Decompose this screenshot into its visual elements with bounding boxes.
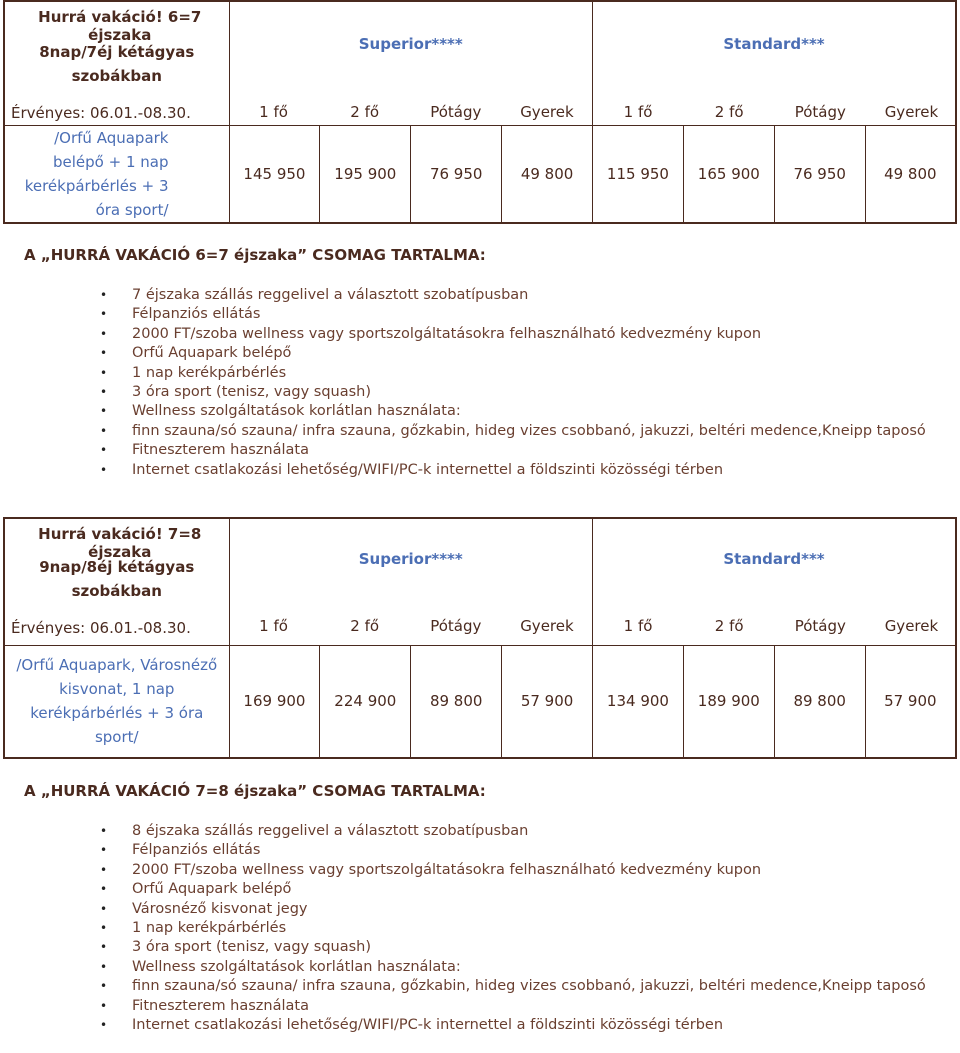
price-superior-1: 145 950: [229, 125, 320, 223]
package-description: /Orfű Aquapark, Városnéző kisvonat, 1 nap kerékpárbérlés + 3 óra sport/: [4, 645, 229, 758]
package-info-cell: [4, 1, 229, 125]
list-item: • Orfű Aquapark belépő: [100, 344, 940, 363]
room-type: 8nap/7éj kétágyas szobákban: [39, 43, 195, 85]
room-type: 9nap/8éj kétágyas szobákban: [39, 558, 195, 600]
list-item: • Orfű Aquapark belépő: [100, 880, 940, 899]
package-title: Hurrá vakáció! 7=8 éjszaka: [38, 525, 202, 561]
col-header: Pótágy: [430, 103, 482, 121]
col-header: Pótágy: [794, 617, 846, 635]
list-item: • Félpanziós ellátás: [100, 841, 940, 860]
list-item: • 1 nap kerékpárbérlés: [100, 919, 940, 938]
price-standard-2: 189 900: [683, 645, 774, 758]
list-item: • 3 óra sport (tenisz, vagy squash): [100, 938, 940, 957]
col-header: 2 fő: [714, 103, 744, 121]
col-header: 1 fő: [259, 103, 288, 121]
list-item: • 1 nap kerékpárbérlés: [100, 364, 940, 383]
list-item: • 2000 FT/szoba wellness vagy sportszolgáltatásokra felhasználható kedvezmény kupon: [100, 861, 940, 880]
col-header: Pótágy: [430, 617, 482, 635]
category-superior: Superior****: [229, 1, 593, 125]
price-standard-2: 165 900: [683, 125, 774, 223]
list-item: • 3 óra sport (tenisz, vagy squash): [100, 383, 940, 402]
category-standard: Standard***: [593, 1, 957, 125]
list-item: • Wellness szolgáltatások korlátlan használata:: [100, 958, 940, 977]
col-header: 2 fő: [714, 617, 744, 635]
package-title: Hurrá vakáció! 6=7 éjszaka: [38, 8, 202, 44]
price-superior-child: 49 800: [502, 125, 593, 223]
price-superior-extra-bed: 89 800: [411, 645, 502, 758]
price-standard-1: 115 950: [593, 125, 684, 223]
package-info-cell: [4, 518, 229, 645]
price-table-7-8: [3, 517, 957, 759]
list-item: • finn szauna/só szauna/ infra szauna, gőzkabin, hideg vizes csobbanó, jakuzzi, beltéri medence,Kneipp taposó: [100, 422, 940, 441]
col-header: Gyerek: [884, 617, 939, 635]
col-header: 2 fő: [350, 617, 380, 635]
contents-title: A „HURRÁ VAKÁCIÓ 6=7 éjszaka” CSOMAG TARTALMA:: [24, 246, 486, 264]
list-item: • Internet csatlakozási lehetőség/WIFI/PC-k internettel a földszinti közösségi térben: [100, 1016, 940, 1035]
category-standard: Standard***: [593, 518, 957, 645]
list-item: • Internet csatlakozási lehetőség/WIFI/PC-k internettel a földszinti közösségi térben: [100, 461, 940, 480]
price-standard-child: 57 900: [865, 645, 956, 758]
price-standard-1: 134 900: [593, 645, 684, 758]
price-superior-extra-bed: 76 950: [411, 125, 502, 223]
list-item: • Városnéző kisvonat jegy: [100, 900, 940, 919]
col-header: 2 fő: [350, 103, 380, 121]
price-superior-2: 195 900: [320, 125, 411, 223]
package-description: /Orfű Aquapark belépő + 1 nap kerékpárbérlés + 3 óra sport/: [4, 125, 229, 223]
validity: Érvényes: 06.01.-08.30.: [11, 619, 191, 637]
column-headers: [228, 103, 957, 121]
col-header: 1 fő: [623, 617, 653, 635]
col-header: Gyerek: [884, 103, 939, 121]
validity: Érvényes: 06.01.-08.30.: [11, 104, 191, 122]
contents-list: [100, 822, 940, 1035]
list-item: • Fitneszterem használata: [100, 997, 940, 1016]
column-headers: [228, 617, 957, 635]
contents-title: A „HURRÁ VAKÁCIÓ 7=8 éjszaka” CSOMAG TARTALMA:: [24, 782, 486, 800]
col-header: Pótágy: [794, 103, 846, 121]
price-superior-1: 169 900: [229, 645, 320, 758]
price-standard-extra-bed: 89 800: [774, 645, 865, 758]
col-header: Gyerek: [520, 103, 574, 121]
contents-list: [100, 286, 940, 480]
list-item: • finn szauna/só szauna/ infra szauna, gőzkabin, hideg vizes csobbanó, jakuzzi, beltéri medence,Kneipp taposó: [100, 977, 940, 996]
list-item: • 2000 FT/szoba wellness vagy sportszolgáltatásokra felhasználható kedvezmény kupon: [100, 325, 940, 344]
price-superior-child: 57 900: [502, 645, 593, 758]
list-item: • Wellness szolgáltatások korlátlan használata:: [100, 402, 940, 421]
col-header: Gyerek: [520, 617, 574, 635]
list-item: • 8 éjszaka szállás reggelivel a választott szobatípusban: [100, 822, 940, 841]
category-superior: Superior****: [229, 518, 593, 645]
price-standard-child: 49 800: [865, 125, 956, 223]
list-item: • 7 éjszaka szállás reggelivel a választott szobatípusban: [100, 286, 940, 305]
price-superior-2: 224 900: [320, 645, 411, 758]
col-header: 1 fő: [259, 617, 288, 635]
list-item: • Félpanziós ellátás: [100, 305, 940, 324]
price-standard-extra-bed: 76 950: [774, 125, 865, 223]
col-header: 1 fő: [623, 103, 653, 121]
list-item: • Fitneszterem használata: [100, 441, 940, 460]
